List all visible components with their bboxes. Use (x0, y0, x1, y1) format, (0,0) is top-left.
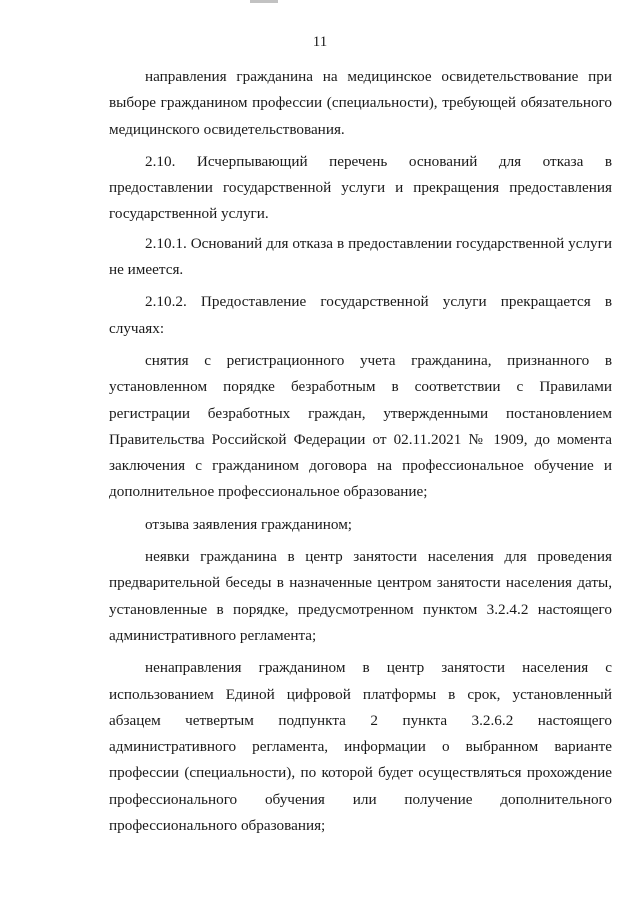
list-item-no-show: неявки гражданина в центр занятости населения для проведения предварительной беседы в назначенные центром занятости населения даты, установленные в порядке, предусмотренном пунктом 3.2.4.2 настоящего административного регламента; (109, 548, 612, 644)
paragraph-2-10: 2.10. Исчерпывающий перечень оснований для отказа в предоставлении государственной услуги и прекращения предоставления государственной услуги. (109, 152, 612, 223)
page-number: 11 (312, 34, 328, 50)
list-item-withdrawal: отзыва заявления гражданином; (145, 515, 353, 533)
list-item-deregistration: снятия с регистрационного учета гражданина, признанного в установленном порядке безработным в соответствии с Правилами регистрации безработных граждан, утвержденными постановлением Правительства Российской Федерации от 02.11.2021 № 1909, до момента заключения с гражданином договора на профессиональное обучение и дополнительное профессиональное образование; (109, 351, 612, 501)
list-item-no-submission: ненаправления гражданином в центр занятости населения с использованием Единой цифровой платформы в срок, установленный абзацем четвертым подпункта 2 пункта 3.2.6.2 настоящего административного регламента, информации о выбранном варианте профессии (специальности), по которой будет осуществляться прохождение профессионального обучения или получение дополнительного профессионального образования; (109, 659, 612, 835)
document-body (109, 64, 612, 839)
paragraph-2-10-1: 2.10.1. Оснований для отказа в предоставлении государственной услуги не имеется. (109, 234, 612, 279)
scan-mark (250, 0, 278, 3)
paragraph-continuation: направления гражданина на медицинское освидетельствование при выборе гражданином профессии (специальности), требующей обязательного медицинского освидетельствования. (109, 68, 612, 138)
paragraph-2-10-2: 2.10.2. Предоставление государственной услуги прекращается в случаях: (109, 293, 612, 337)
